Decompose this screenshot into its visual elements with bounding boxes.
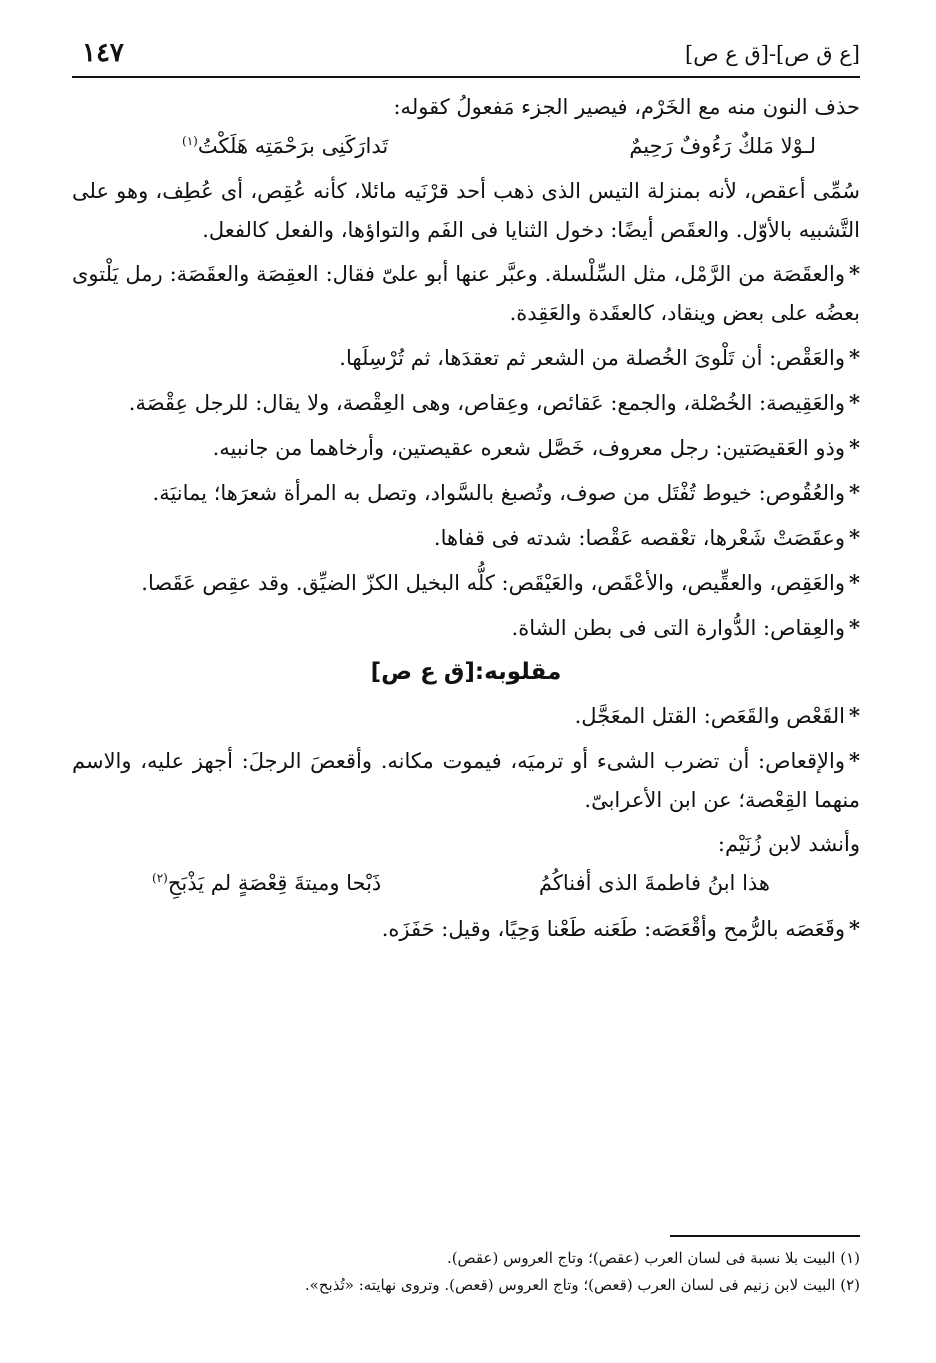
book-page — [72, 30, 860, 1340]
paragraph: حذف النون منه مع الخَرْم، فيصير الجزء مَفعولُ كقوله: — [393, 95, 860, 119]
entry-text: وقَعَصَه بالرُّمح وأقْعَصَه: طَعَنه طَعْنا وَحِيًا، وقيل: حَفَزَه. — [381, 917, 846, 941]
dictionary-entry — [72, 254, 860, 333]
dictionary-entry — [72, 608, 860, 648]
page-number: ١٤٧ — [82, 38, 124, 68]
dictionary-entry — [72, 696, 860, 736]
dictionary-entry — [72, 383, 860, 423]
dictionary-entry — [72, 473, 860, 513]
verse-hemistich-second — [182, 127, 388, 166]
entry-text: والعِقاص: الدُّوارة التى فى بطن الشاة. — [511, 616, 846, 640]
verse-text: ذَبْحا وميتةَ قِعْصَةٍ لم يَذْبَحِ — [167, 871, 382, 895]
entry-text: والعَقْص: أن تَلْوىَ الخُصلة من الشعر ثم تعقدَها، ثم تُرْسِلَها. — [339, 346, 846, 370]
paragraph: وأنشد لابن زُنَيْم: — [717, 832, 860, 856]
main-text — [72, 88, 860, 949]
running-header — [72, 30, 860, 78]
entry-star: * — [849, 916, 860, 941]
entry-text: والعَقِص، والعقِّيص، والأعْقَص، والعَيْقَص: كلُّه البخيل الكزّ الضيِّق. وقد عقِص عَقَصا. — [141, 571, 846, 595]
footnote-divider — [670, 1235, 860, 1237]
dictionary-entry — [72, 518, 860, 558]
entry-text: والعقَصَة من الرَّمْل، مثل السِّلْسلة. وعبَّر عنها أبو علىّ فقال: العقِصَة والعقَصَة: رمل يَلْتوى بعضُه على بعض وينقاد، كالعقَدة والعَقِدة. — [72, 262, 860, 325]
entry-text: والعَقِيصة: الخُصْلة، والجمع: عَقائص، وعِقاص، وهى العِقْصة، ولا يقال: للرجل عِقْصَة. — [128, 391, 846, 415]
entry-star: * — [849, 390, 860, 415]
footnote: (٢) البيت لابن زنيم فى لسان العرب (قعص)؛ وتاج العروس (قعص). وتروى نهايته: «تُذبح». — [304, 1276, 860, 1294]
section-heading: مقلوبه:[ق ع ص] — [370, 659, 562, 685]
dictionary-entry — [72, 428, 860, 468]
entry-star: * — [849, 480, 860, 505]
entry-star: * — [849, 570, 860, 595]
paragraph: سُمِّى أعقص، لأنه بمنزلة التيس الذى ذهب أحد قرْنَيه مائلا، كأنه عُقِص، أى عُطِف، وهو على التَّشبيه بالأوّل. والعقَص أيضًا: دخول الثنايا فى الفَم والتواؤها، والفعل كالفعل. — [72, 179, 860, 242]
footnote-marker: (٢) — [152, 871, 168, 885]
entry-star: * — [849, 435, 860, 460]
footnotes — [72, 1235, 860, 1299]
verse-text: تَدارَكَنِى برَحْمَتِه هَلَكْتُ — [197, 134, 389, 158]
entry-text: والإقعاص: أن تضرب الشىء أو ترميَه، فيموت مكانه. وأقعصَ الرجلَ: أجهز عليه، والاسم منهما القِعْصة؛ عن ابن الأعرابىّ. — [72, 749, 860, 812]
verse-line — [72, 864, 860, 903]
entry-star: * — [849, 748, 860, 773]
entry-text: وذو العَقيصَتين: رجل معروف، خَصَّل شعره عقيصتين، وأرخاهما من جانبيه. — [212, 436, 846, 460]
dictionary-entry — [72, 909, 860, 949]
verse-line — [72, 127, 860, 166]
verse-hemistich-first: لـوْلا مَلكٌ رَءُوفٌ رَحِيمٌ — [629, 134, 816, 158]
entry-star: * — [849, 261, 860, 286]
entry-text: القَعْص والقَعَص: القتل المعَجَّل. — [574, 704, 846, 728]
entry-star: * — [849, 703, 860, 728]
entry-star: * — [849, 345, 860, 370]
entry-star: * — [849, 525, 860, 550]
dictionary-entry — [72, 338, 860, 378]
header-title: [ع ق ص]-[ق ع ص] — [685, 42, 860, 66]
verse-hemistich-first: هذا ابنُ فاطمةَ الذى أفناكُمُ — [538, 871, 770, 895]
entry-star: * — [849, 615, 860, 640]
entry-text: والعُقُوص: خيوط تُفْتَل من صوف، وتُصبغ بالسَّواد، وتصل به المرأة شعرَها؛ يمانيَة. — [152, 481, 846, 505]
dictionary-entry — [72, 741, 860, 820]
verse-hemistich-second — [152, 864, 381, 903]
footnote: (١) البيت بلا نسبة فى لسان العرب (عقص)؛ وتاج العروس (عقص). — [446, 1249, 860, 1267]
entry-text: وعقَصَتْ شَعْرها، تعْقصه عَقْصا: شدته فى قفاها. — [433, 526, 846, 550]
footnote-marker: (١) — [182, 134, 198, 148]
dictionary-entry — [72, 563, 860, 603]
